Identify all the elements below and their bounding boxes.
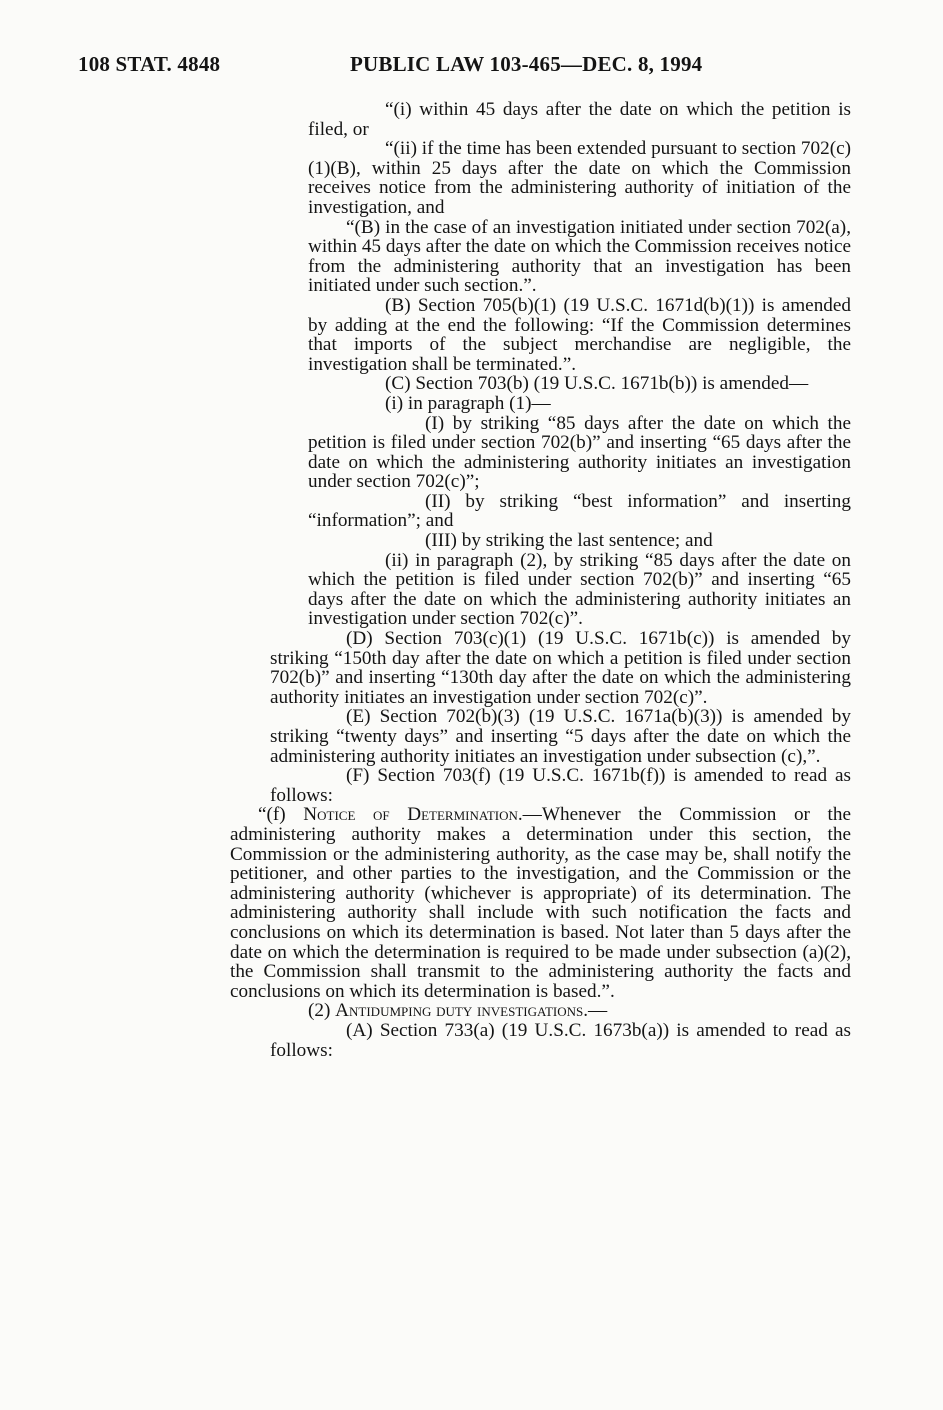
page-header [78,52,858,82]
paragraph: (A) Section 733(a) (19 U.S.C. 1673b(a)) is amended to read as follows: [270,1019,851,1061]
statute-reference: 108 STAT. 4848 [78,52,221,76]
paragraph: “(ii) if the time has been extended pursuant to section 702(c)(1)(B), within 25 days after the date on which the Commission receives notice from the administering authority of initiation of the investigation, and [308,138,851,218]
paragraph: (C) Section 703(b) (19 U.S.C. 1671b(b)) is amended— [385,373,809,395]
paragraph: (II) by striking “best information” and inserting “information”; and [308,490,851,532]
paragraph: (D) Section 703(c)(1) (19 U.S.C. 1671b(c)) is amended by striking “150th day after the date on which a petition is filed under section 702(b)” and inserting “130th day after the date on which the administering authority initiates an investigation under section 702(c)”. [270,628,851,708]
paragraph: “(i) within 45 days after the date on which the petition is filed, or [308,99,851,140]
paragraph: (F) Section 703(f) (19 U.S.C. 1671b(f)) is amended to read as follows: [270,765,851,806]
section-heading: Notice of Determination. [303,804,523,826]
paragraph: “(B) in the case of an investigation initiated under section 702(a), within 45 days after the date on which the Commission receives notice from the administering authority that an investigation has been initiated under such section.”. [308,216,851,297]
paragraph: (I) by striking “85 days after the date on which the petition is filed under section 702(b)” and inserting “65 days after the date on which the administering authority initiates an investigation under section 702(c)”; [308,412,851,493]
paragraph: (B) Section 705(b)(1) (19 U.S.C. 1671d(b)(1)) is amended by adding at the end the following: “If the Commission determines that imports of the subject merchandise are negligible, the investigation shall be terminated.”. [308,294,851,375]
paragraph: (E) Section 702(b)(3) (19 U.S.C. 1671a(b)(3)) is amended by striking “twenty days” and inserting “5 days after the date on which the administering authority initiates an investigation under subsection (c),”. [270,706,851,767]
public-law-title: PUBLIC LAW 103-465—DEC. 8, 1994 [350,52,703,76]
paragraph: (i) in paragraph (1)— [385,392,551,414]
paragraph: (ii) in paragraph (2), by striking “85 days after the date on which the petition is filed under section 702(b)” and inserting “65 days after the date on which the administering authority initiates an investigation under section 702(c)”. [308,549,851,630]
paragraph: “(f) Notice of Determination.—Whenever the Commission or the administering authority makes a determination under this section, the Commission or the administering authority, as the case may be, shall notify the petitioner, and other parties to the investigation, and the Commission or the administering authority (whichever is appropriate) of its determination. The administering authority shall include with such notification the facts and conclusions on which its determination is based. Not later than 5 days after the date on which the determination is required to be made under subsection (a)(2), the Commission shall transmit to the administering authority the facts and conclusions on which its determination is based.”. [230,804,851,1002]
paragraph: (III) by striking the last sentence; and [425,530,713,552]
paragraph: (2) Antidumping duty investigations.— [308,1000,608,1022]
document-body [230,100,851,1060]
section-heading: Antidumping duty investigations. [335,1000,589,1022]
